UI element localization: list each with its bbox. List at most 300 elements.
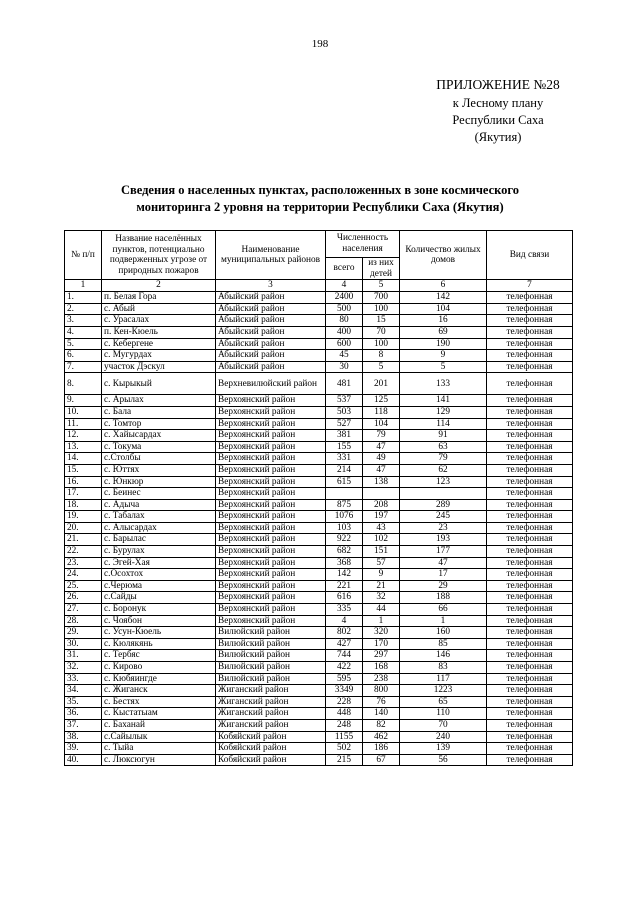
population-total: 802 xyxy=(326,627,363,639)
contact-type: телефонная xyxy=(487,604,573,616)
table-row xyxy=(65,592,573,604)
houses-count: 142 xyxy=(400,292,487,304)
row-number: 5. xyxy=(65,338,102,350)
settlement-name: с. Табалах xyxy=(102,511,216,523)
contact-type: телефонная xyxy=(487,406,573,418)
table-row xyxy=(65,708,573,720)
population-children: 102 xyxy=(363,534,400,546)
contact-type: телефонная xyxy=(487,488,573,500)
table-row xyxy=(65,534,573,546)
table-row xyxy=(65,464,573,476)
settlement-name: с. Абый xyxy=(102,303,216,315)
settlement-name: с. Юттях xyxy=(102,464,216,476)
row-number: 13. xyxy=(65,441,102,453)
table-row xyxy=(65,604,573,616)
header-district: Наименование муниципальных районов xyxy=(216,231,326,280)
population-children: 238 xyxy=(363,673,400,685)
population-total: 1076 xyxy=(326,511,363,523)
contact-type: телефонная xyxy=(487,754,573,766)
table-row xyxy=(65,522,573,534)
district-name: Верхоянский район xyxy=(216,546,326,558)
population-total: 331 xyxy=(326,453,363,465)
settlement-name: с.Черюма xyxy=(102,580,216,592)
row-number: 12. xyxy=(65,430,102,442)
population-total: 481 xyxy=(326,373,363,395)
population-children: 170 xyxy=(363,638,400,650)
appendix-line: к Лесному плану xyxy=(452,96,544,110)
houses-count: 5 xyxy=(400,361,487,373)
population-children xyxy=(363,488,400,500)
houses-count: 9 xyxy=(400,350,487,362)
population-children: 57 xyxy=(363,557,400,569)
population-children: 9 xyxy=(363,569,400,581)
table-row xyxy=(65,662,573,674)
district-name: Абыйский район xyxy=(216,292,326,304)
population-total: 335 xyxy=(326,604,363,616)
population-children: 700 xyxy=(363,292,400,304)
row-number: 38. xyxy=(65,731,102,743)
contact-type: телефонная xyxy=(487,418,573,430)
contact-type: телефонная xyxy=(487,350,573,362)
contact-type: телефонная xyxy=(487,638,573,650)
row-number: 35. xyxy=(65,696,102,708)
row-number: 9. xyxy=(65,395,102,407)
population-children: 21 xyxy=(363,580,400,592)
houses-count: 129 xyxy=(400,406,487,418)
district-name: Жиганский район xyxy=(216,719,326,731)
contact-type: телефонная xyxy=(487,615,573,627)
population-total: 448 xyxy=(326,708,363,720)
population-total: 3349 xyxy=(326,685,363,697)
table-row xyxy=(65,546,573,558)
population-children: 76 xyxy=(363,696,400,708)
houses-count: 146 xyxy=(400,650,487,662)
population-children: 104 xyxy=(363,418,400,430)
district-name: Верхоянский район xyxy=(216,453,326,465)
settlement-name: с. Эгей-Хая xyxy=(102,557,216,569)
contact-type: телефонная xyxy=(487,685,573,697)
district-name: Абыйский район xyxy=(216,350,326,362)
district-name: Абыйский район xyxy=(216,303,326,315)
population-children: 208 xyxy=(363,499,400,511)
district-name: Кобяйский район xyxy=(216,743,326,755)
contact-type: телефонная xyxy=(487,569,573,581)
contact-type: телефонная xyxy=(487,326,573,338)
population-children: 151 xyxy=(363,546,400,558)
houses-count: 104 xyxy=(400,303,487,315)
population-total: 4 xyxy=(326,615,363,627)
district-name: Абыйский район xyxy=(216,326,326,338)
settlement-name: с. Бала xyxy=(102,406,216,418)
contact-type: телефонная xyxy=(487,719,573,731)
district-name: Верхоянский район xyxy=(216,488,326,500)
table-row xyxy=(65,511,573,523)
contact-type: телефонная xyxy=(487,499,573,511)
houses-count: 177 xyxy=(400,546,487,558)
table-row xyxy=(65,673,573,685)
contact-type: телефонная xyxy=(487,673,573,685)
contact-type: телефонная xyxy=(487,476,573,488)
contact-type: телефонная xyxy=(487,592,573,604)
population-children: 5 xyxy=(363,361,400,373)
houses-count: 117 xyxy=(400,673,487,685)
contact-type: телефонная xyxy=(487,453,573,465)
document-title-line: Сведения о населенных пунктах, расположенных в зоне космического xyxy=(120,183,520,197)
settlement-name: с. Тыйа xyxy=(102,743,216,755)
row-number: 29. xyxy=(65,627,102,639)
contact-type: телефонная xyxy=(487,662,573,674)
population-total xyxy=(326,488,363,500)
table-row xyxy=(65,743,573,755)
settlement-name: с. Баханай xyxy=(102,719,216,731)
population-children: 140 xyxy=(363,708,400,720)
population-total: 615 xyxy=(326,476,363,488)
contact-type: телефонная xyxy=(487,534,573,546)
contact-type: телефонная xyxy=(487,303,573,315)
settlement-name: с. Кебергене xyxy=(102,338,216,350)
row-number: 1. xyxy=(65,292,102,304)
houses-count: 79 xyxy=(400,453,487,465)
population-total: 427 xyxy=(326,638,363,650)
district-name: Кобяйский район xyxy=(216,731,326,743)
settlement-name: п. Кен-Кюель xyxy=(102,326,216,338)
settlement-name: с. Боронук xyxy=(102,604,216,616)
district-name: Верхоянский район xyxy=(216,476,326,488)
population-total: 221 xyxy=(326,580,363,592)
document-title-line: мониторинга 2 уровня на территории Республики Саха (Якутия) xyxy=(136,200,504,214)
appendix-line: (Якутия) xyxy=(474,130,522,144)
district-name: Кобяйский район xyxy=(216,754,326,766)
population-total: 215 xyxy=(326,754,363,766)
column-number: 6 xyxy=(400,280,487,292)
settlement-name: с. Адыча xyxy=(102,499,216,511)
header-contact: Вид связи xyxy=(487,231,573,280)
population-children: 47 xyxy=(363,441,400,453)
row-number: 18. xyxy=(65,499,102,511)
appendix-line: Республики Саха xyxy=(452,113,544,127)
settlement-name: с. Бурулах xyxy=(102,546,216,558)
population-children: 79 xyxy=(363,430,400,442)
row-number: 22. xyxy=(65,546,102,558)
row-number: 17. xyxy=(65,488,102,500)
houses-count xyxy=(400,488,487,500)
row-number: 32. xyxy=(65,662,102,674)
table-row xyxy=(65,303,573,315)
settlement-name: с. Кырыкый xyxy=(102,373,216,395)
houses-count: 160 xyxy=(400,627,487,639)
row-number: 20. xyxy=(65,522,102,534)
district-name: Абыйский район xyxy=(216,315,326,327)
district-name: Жиганский район xyxy=(216,708,326,720)
district-name: Вилюйский район xyxy=(216,627,326,639)
settlement-name: с. Хайысардах xyxy=(102,430,216,442)
row-number: 2. xyxy=(65,303,102,315)
settlement-name: с. Люксюгун xyxy=(102,754,216,766)
population-total: 214 xyxy=(326,464,363,476)
houses-count: 63 xyxy=(400,441,487,453)
table-row xyxy=(65,476,573,488)
row-number: 24. xyxy=(65,569,102,581)
contact-type: телефонная xyxy=(487,546,573,558)
contact-type: телефонная xyxy=(487,743,573,755)
column-number: 3 xyxy=(216,280,326,292)
settlement-name: с. Арылах xyxy=(102,395,216,407)
houses-count: 193 xyxy=(400,534,487,546)
column-number: 2 xyxy=(102,280,216,292)
population-children: 100 xyxy=(363,303,400,315)
district-name: Верхневилюйский район xyxy=(216,373,326,395)
contact-type: телефонная xyxy=(487,650,573,662)
houses-count: 83 xyxy=(400,662,487,674)
row-number: 10. xyxy=(65,406,102,418)
district-name: Вилюйский район xyxy=(216,638,326,650)
population-total: 503 xyxy=(326,406,363,418)
population-total: 527 xyxy=(326,418,363,430)
row-number: 34. xyxy=(65,685,102,697)
district-name: Абыйский район xyxy=(216,361,326,373)
population-total: 400 xyxy=(326,326,363,338)
district-name: Абыйский район xyxy=(216,338,326,350)
contact-type: телефонная xyxy=(487,627,573,639)
population-children: 82 xyxy=(363,719,400,731)
settlement-name: с.Осохтох xyxy=(102,569,216,581)
table-row xyxy=(65,326,573,338)
settlement-name: с. Кыстатыам xyxy=(102,708,216,720)
houses-count: 133 xyxy=(400,373,487,395)
column-number: 5 xyxy=(363,280,400,292)
row-number: 7. xyxy=(65,361,102,373)
appendix-title: ПРИЛОЖЕНИЕ №28 xyxy=(436,77,560,92)
houses-count: 66 xyxy=(400,604,487,616)
population-children: 47 xyxy=(363,464,400,476)
table-row xyxy=(65,453,573,465)
contact-type: телефонная xyxy=(487,292,573,304)
population-total: 80 xyxy=(326,315,363,327)
table-row xyxy=(65,292,573,304)
houses-count: 65 xyxy=(400,696,487,708)
houses-count: 23 xyxy=(400,522,487,534)
row-number: 26. xyxy=(65,592,102,604)
population-total: 744 xyxy=(326,650,363,662)
settlement-name: с. Мугурдах xyxy=(102,350,216,362)
district-name: Верхоянский район xyxy=(216,604,326,616)
settlement-name: участок Дэскул xyxy=(102,361,216,373)
settlements-table xyxy=(64,230,573,766)
houses-count: 29 xyxy=(400,580,487,592)
header-name: Название населённых пунктов, потенциально подверженных угрозе от природных пожаров xyxy=(102,231,216,280)
table-row xyxy=(65,338,573,350)
row-number: 37. xyxy=(65,719,102,731)
settlement-name: с. Чоябон xyxy=(102,615,216,627)
population-children: 100 xyxy=(363,338,400,350)
district-name: Верхоянский район xyxy=(216,569,326,581)
district-name: Верхоянский район xyxy=(216,418,326,430)
district-name: Верхоянский район xyxy=(216,464,326,476)
population-children: 32 xyxy=(363,592,400,604)
houses-count: 245 xyxy=(400,511,487,523)
population-children: 320 xyxy=(363,627,400,639)
row-number: 15. xyxy=(65,464,102,476)
settlement-name: с. Тербяс xyxy=(102,650,216,662)
district-name: Верхоянский район xyxy=(216,557,326,569)
contact-type: телефонная xyxy=(487,731,573,743)
table-row xyxy=(65,430,573,442)
settlement-name: с. Урасалах xyxy=(102,315,216,327)
population-total: 248 xyxy=(326,719,363,731)
contact-type: телефонная xyxy=(487,361,573,373)
table-row xyxy=(65,719,573,731)
district-name: Жиганский район xyxy=(216,685,326,697)
settlement-name: с. Кюлякянь xyxy=(102,638,216,650)
settlement-name: с. Токума xyxy=(102,441,216,453)
settlement-name: с. Барылас xyxy=(102,534,216,546)
district-name: Верхоянский район xyxy=(216,534,326,546)
houses-count: 240 xyxy=(400,731,487,743)
district-name: Вилюйский район xyxy=(216,673,326,685)
contact-type: телефонная xyxy=(487,464,573,476)
row-number: 27. xyxy=(65,604,102,616)
row-number: 8. xyxy=(65,373,102,395)
population-children: 168 xyxy=(363,662,400,674)
column-number: 4 xyxy=(326,280,363,292)
table-row xyxy=(65,638,573,650)
table-row xyxy=(65,361,573,373)
row-number: 14. xyxy=(65,453,102,465)
population-total: 595 xyxy=(326,673,363,685)
population-total: 500 xyxy=(326,303,363,315)
table-row xyxy=(65,615,573,627)
population-children: 201 xyxy=(363,373,400,395)
table-row xyxy=(65,406,573,418)
district-name: Верхоянский район xyxy=(216,522,326,534)
houses-count: 114 xyxy=(400,418,487,430)
row-number: 21. xyxy=(65,534,102,546)
houses-count: 69 xyxy=(400,326,487,338)
row-number: 6. xyxy=(65,350,102,362)
contact-type: телефонная xyxy=(487,696,573,708)
settlement-name: с. Жиганск xyxy=(102,685,216,697)
population-children: 125 xyxy=(363,395,400,407)
settlement-name: с. Юнкюр xyxy=(102,476,216,488)
table-row xyxy=(65,499,573,511)
row-number: 4. xyxy=(65,326,102,338)
district-name: Верхоянский район xyxy=(216,592,326,604)
population-children: 297 xyxy=(363,650,400,662)
contact-type: телефонная xyxy=(487,580,573,592)
population-total: 537 xyxy=(326,395,363,407)
settlement-name: с.Сайды xyxy=(102,592,216,604)
population-total: 381 xyxy=(326,430,363,442)
population-total: 30 xyxy=(326,361,363,373)
row-number: 25. xyxy=(65,580,102,592)
district-name: Верхоянский район xyxy=(216,406,326,418)
houses-count: 1223 xyxy=(400,685,487,697)
houses-count: 289 xyxy=(400,499,487,511)
settlement-name: с. Усун-Кюель xyxy=(102,627,216,639)
houses-count: 91 xyxy=(400,430,487,442)
population-total: 922 xyxy=(326,534,363,546)
settlement-name: п. Белая Гора xyxy=(102,292,216,304)
population-total: 142 xyxy=(326,569,363,581)
table-row xyxy=(65,395,573,407)
district-name: Вилюйский район xyxy=(216,650,326,662)
table-row xyxy=(65,350,573,362)
houses-count: 85 xyxy=(400,638,487,650)
row-number: 30. xyxy=(65,638,102,650)
table-row xyxy=(65,488,573,500)
table-row xyxy=(65,650,573,662)
row-number: 40. xyxy=(65,754,102,766)
header-pop-total: всего xyxy=(326,258,363,280)
population-children: 67 xyxy=(363,754,400,766)
population-children: 186 xyxy=(363,743,400,755)
houses-count: 16 xyxy=(400,315,487,327)
row-number: 3. xyxy=(65,315,102,327)
column-number: 1 xyxy=(65,280,102,292)
district-name: Верхоянский район xyxy=(216,615,326,627)
district-name: Вилюйский район xyxy=(216,662,326,674)
contact-type: телефонная xyxy=(487,315,573,327)
population-total: 228 xyxy=(326,696,363,708)
houses-count: 1 xyxy=(400,615,487,627)
contact-type: телефонная xyxy=(487,395,573,407)
population-total: 45 xyxy=(326,350,363,362)
row-number: 28. xyxy=(65,615,102,627)
table-row xyxy=(65,418,573,430)
population-total: 103 xyxy=(326,522,363,534)
houses-count: 70 xyxy=(400,719,487,731)
population-children: 49 xyxy=(363,453,400,465)
population-total: 155 xyxy=(326,441,363,453)
contact-type: телефонная xyxy=(487,338,573,350)
population-children: 1 xyxy=(363,615,400,627)
houses-count: 62 xyxy=(400,464,487,476)
population-children: 462 xyxy=(363,731,400,743)
settlement-name: с.Столбы xyxy=(102,453,216,465)
table-row xyxy=(65,685,573,697)
settlement-name: с. Беинес xyxy=(102,488,216,500)
row-number: 16. xyxy=(65,476,102,488)
table-row xyxy=(65,754,573,766)
population-children: 8 xyxy=(363,350,400,362)
contact-type: телефонная xyxy=(487,373,573,395)
population-total: 2400 xyxy=(326,292,363,304)
contact-type: телефонная xyxy=(487,522,573,534)
houses-count: 190 xyxy=(400,338,487,350)
population-children: 197 xyxy=(363,511,400,523)
houses-count: 47 xyxy=(400,557,487,569)
header-pop-children: из них детей xyxy=(363,258,400,280)
houses-count: 141 xyxy=(400,395,487,407)
table-row xyxy=(65,373,573,395)
district-name: Верхоянский район xyxy=(216,511,326,523)
district-name: Верхоянский район xyxy=(216,441,326,453)
district-name: Верхоянский район xyxy=(216,499,326,511)
houses-count: 188 xyxy=(400,592,487,604)
houses-count: 56 xyxy=(400,754,487,766)
population-total: 600 xyxy=(326,338,363,350)
page-number: 198 xyxy=(311,38,329,50)
header-houses: Количество жилых домов xyxy=(400,231,487,280)
population-children: 118 xyxy=(363,406,400,418)
row-number: 33. xyxy=(65,673,102,685)
population-total: 875 xyxy=(326,499,363,511)
population-total: 368 xyxy=(326,557,363,569)
district-name: Верхоянский район xyxy=(216,395,326,407)
contact-type: телефонная xyxy=(487,511,573,523)
table-row xyxy=(65,580,573,592)
population-total: 502 xyxy=(326,743,363,755)
